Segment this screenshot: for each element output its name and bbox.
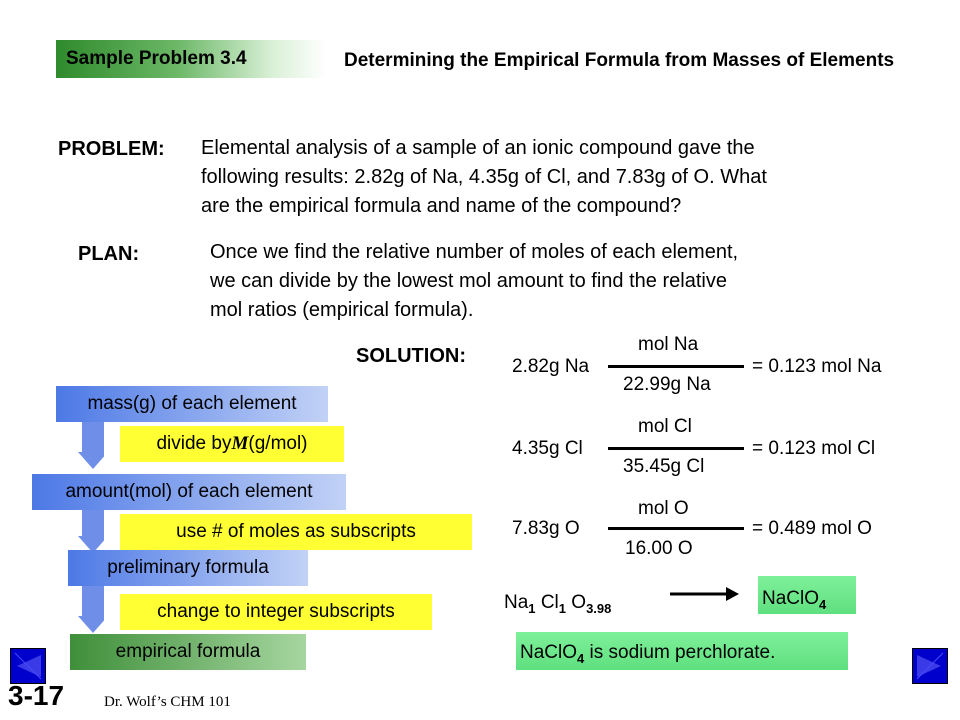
flow-step-empirical: empirical formula: [70, 634, 306, 670]
subscript-na: 1: [528, 601, 536, 616]
solution-label: SOLUTION:: [356, 345, 466, 367]
problem-label: PROBLEM:: [58, 138, 165, 160]
flow-step-mass: mass(g) of each element: [56, 386, 328, 422]
flow-op-divide: [120, 426, 344, 462]
fraction-line-na: [608, 365, 744, 368]
result-cl: = 0.123 mol Cl: [752, 438, 876, 459]
subscript-o: 3.98: [586, 601, 612, 616]
mass-na: 2.82g Na: [512, 356, 590, 377]
conclusion-rest: is sodium perchlorate.: [584, 642, 776, 663]
problem-line: are the empirical formula and name of the compound?: [201, 195, 682, 217]
fraction-line-o: [608, 527, 744, 530]
problem-text: [201, 134, 901, 221]
forward-arrow-icon: [913, 649, 947, 683]
flow-op-integer: change to integer subscripts: [120, 594, 432, 630]
result-na: = 0.123 mol Na: [752, 356, 882, 377]
mass-cl: 4.35g Cl: [512, 438, 583, 459]
final-formula-subscript: 4: [819, 597, 827, 612]
element-o: O: [571, 592, 587, 613]
footer-credit: Dr. Wolf’s CHM 101: [104, 694, 231, 710]
nav-back-button[interactable]: [10, 648, 46, 684]
plan-line: we can divide by the lowest mol amount to find the relative: [210, 270, 727, 292]
plan-line: Once we find the relative number of moles of each element,: [210, 241, 739, 263]
flow-step-preliminary: preliminary formula: [68, 550, 308, 586]
preliminary-formula: [504, 592, 611, 616]
conversion-arrow-icon: [668, 584, 740, 604]
final-formula-text: NaClO: [762, 588, 820, 609]
plan-label: PLAN:: [78, 243, 140, 265]
numerator-o: mol O: [638, 498, 689, 519]
flow-arrow-icon: [78, 510, 104, 554]
op-divide-post: (g/mol): [248, 433, 308, 454]
plan-line: mol ratios (empirical formula).: [210, 299, 474, 321]
conclusion-text: [520, 642, 775, 666]
slide-number: 3-17: [8, 680, 65, 711]
subscript-cl: 1: [558, 601, 566, 616]
denominator-cl: 35.45g Cl: [623, 456, 705, 477]
denominator-na: 22.99g Na: [623, 374, 711, 395]
result-o: = 0.489 mol O: [752, 518, 872, 539]
numerator-na: mol Na: [638, 334, 699, 355]
flow-arrow-icon: [78, 422, 104, 470]
nav-forward-button[interactable]: [912, 648, 948, 684]
conclusion-formula: NaClO: [520, 642, 578, 663]
plan-text: [210, 238, 870, 325]
back-arrow-icon: [11, 649, 45, 683]
flow-step-amount: amount(mol) of each element: [32, 474, 346, 510]
slide-title: Determining the Empirical Formula from Masses of Elements: [344, 50, 895, 71]
molar-mass-symbol: M: [231, 433, 249, 454]
flow-op-subscripts: use # of moles as subscripts: [120, 514, 472, 550]
denominator-o: 16.00 O: [625, 538, 693, 559]
element-cl: Cl: [540, 592, 559, 613]
element-na: Na: [504, 592, 529, 613]
problem-line: Elemental analysis of a sample of an ionic compound gave the: [201, 137, 755, 159]
sample-problem-label: Sample Problem 3.4: [66, 48, 247, 69]
mass-o: 7.83g O: [512, 518, 580, 539]
conclusion-subscript: 4: [577, 651, 585, 666]
numerator-cl: mol Cl: [638, 416, 692, 437]
op-divide-pre: divide by: [156, 433, 232, 454]
fraction-line-cl: [608, 447, 744, 450]
problem-line: following results: 2.82g of Na, 4.35g of Cl, and 7.83g of O. What: [201, 166, 767, 188]
final-formula: [762, 588, 826, 612]
flow-arrow-icon: [78, 586, 104, 634]
